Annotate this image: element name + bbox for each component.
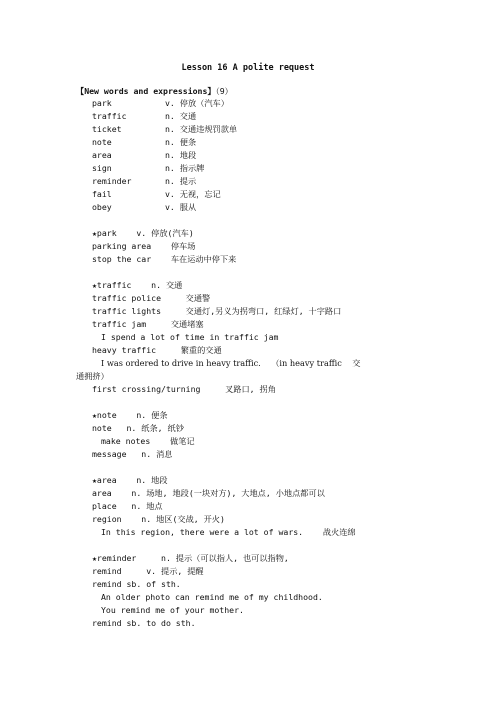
word-item (92, 124, 238, 135)
note-line: traffic police 交通警 (92, 293, 211, 303)
note-line: heavy traffic 繁重的交通 (92, 345, 222, 355)
word-definition: v. 停放（汽车） (165, 98, 229, 108)
example-sentence: I was ordered to drive in heavy traffic. （in heavy traffic 交 (101, 358, 361, 368)
note-line: note n. 纸条, 纸钞 (92, 423, 184, 433)
word-definition: n. 便条 (165, 137, 197, 147)
note-line: remind v. 提示, 提醒 (92, 566, 204, 576)
note-line: stop the car 车在运动中停下来 (92, 254, 237, 264)
word-item (92, 202, 197, 213)
section-heading-note: ★note n. 便条 (92, 410, 168, 420)
word-term: sign (92, 163, 112, 173)
section-heading-reminder: ★reminder n. 提示（可以指人, 也可以指物, (92, 553, 289, 563)
note-line: traffic lights 交通灯,另义为拐弯口, 红绿灯, 十字路口 (92, 306, 342, 316)
word-definition: n. 指示牌 (165, 163, 205, 173)
note-line: traffic jam 交通堵塞 (92, 319, 204, 329)
word-term: fail (92, 189, 112, 199)
note-line: remind sb. of sth. (92, 579, 181, 589)
note-line: message n. 消息 (92, 449, 173, 459)
word-definition: n. 交通违规罚款单 (165, 124, 238, 134)
note-line: place n. 地点 (92, 501, 163, 511)
example-sentence-wrap: 通拥挤） (76, 371, 109, 381)
note-line: remind sb. to do sth. (92, 618, 196, 628)
word-term: ticket (92, 124, 122, 134)
word-term: park (92, 98, 112, 108)
word-definition: n. 地段 (165, 150, 197, 160)
new-words-header-label: 【New words and expressions】 (76, 86, 216, 96)
word-item (92, 111, 197, 122)
lesson-title: Lesson 16 A polite request (181, 63, 315, 73)
note-line: region n. 地区(交战, 开火) (92, 514, 225, 524)
word-item (92, 137, 197, 148)
note-line: make notes 做笔记 (101, 436, 195, 446)
word-term: note (92, 137, 112, 147)
word-item (92, 189, 221, 200)
word-term: reminder (92, 176, 132, 186)
word-definition: n. 交通 (165, 111, 197, 121)
new-words-count: （9） (215, 86, 233, 96)
word-item (92, 163, 205, 174)
word-definition: v. 无视，忘记 (165, 189, 221, 199)
example-sentence: An older photo can remind me of my childhood. (101, 592, 323, 602)
word-definition: n. 提示 (165, 176, 197, 186)
word-item (92, 176, 197, 187)
example-sentence: I spend a lot of time in traffic jam (101, 332, 279, 342)
word-term: obey (92, 202, 112, 212)
word-definition: v. 服从 (165, 202, 197, 212)
example-sentence: In this region, there were a lot of wars. 战火连绵 (101, 527, 356, 537)
word-item (92, 98, 229, 109)
word-term: traffic (92, 111, 127, 121)
example-sentence: You remind me of your mother. (101, 605, 244, 615)
new-words-header (76, 86, 233, 97)
note-line: area n. 场地, 地段(一块对方), 大地点, 小地点都可以 (92, 488, 325, 498)
section-heading-traffic: ★traffic n. 交通 (92, 280, 183, 290)
section-heading-area: ★area n. 地段 (92, 475, 168, 485)
word-term: area (92, 150, 112, 160)
word-item (92, 150, 197, 161)
section-heading-park: ★park v. 停放(汽车) (92, 228, 194, 238)
note-line: parking area 停车场 (92, 241, 196, 251)
note-line: first crossing/turning 叉路口, 拐角 (92, 384, 276, 394)
